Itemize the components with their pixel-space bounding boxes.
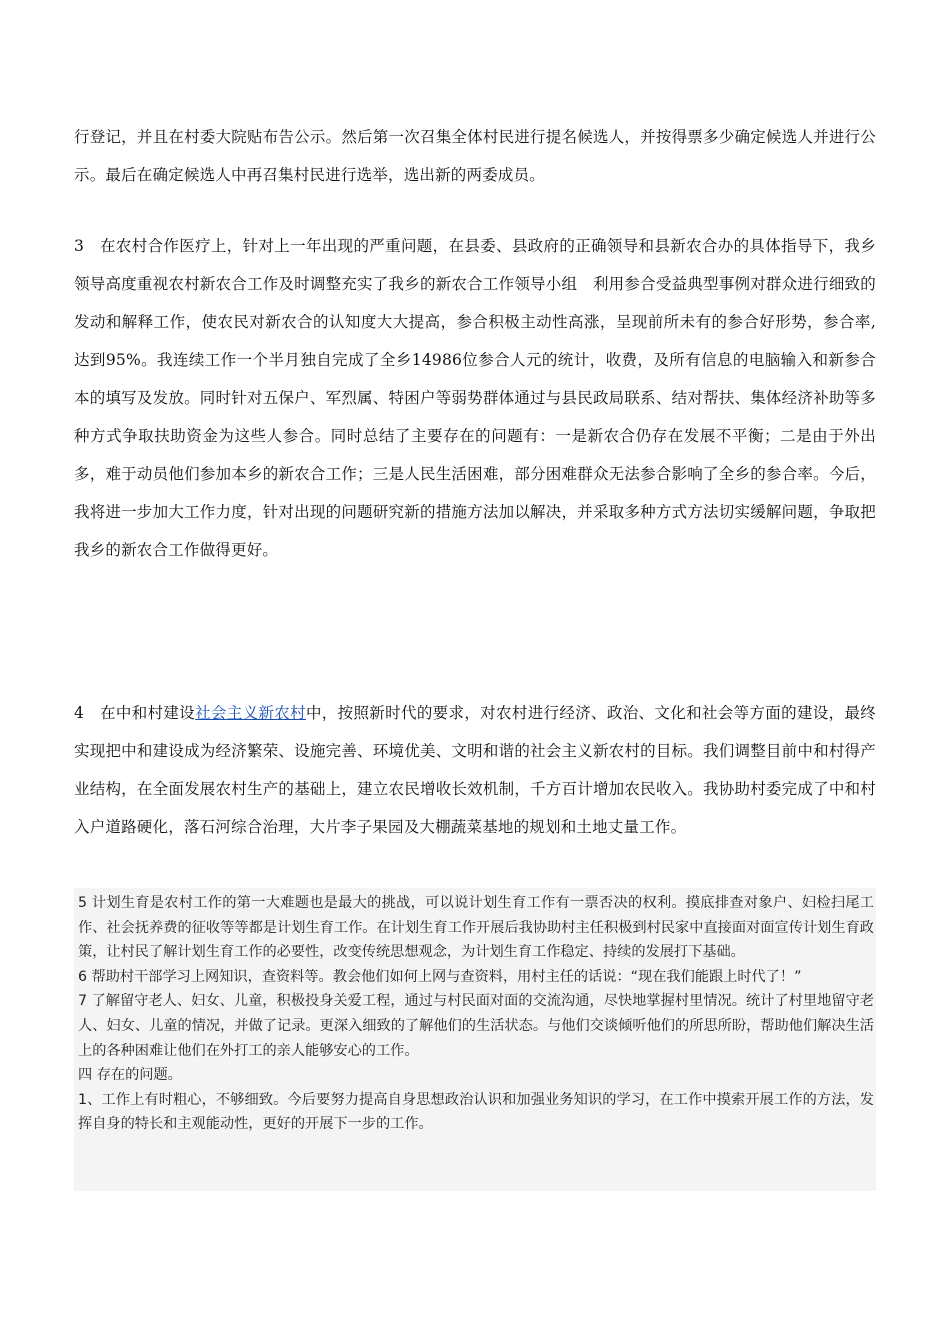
item-problem-1: 1、工作上有时粗心，不够细致。今后要努力提高自身思想政治认识和加强业务知识的学习，在工作中摸索开展工作的方法，发挥自身的特长和主观能动性，更好的开展下一步的工作。 bbox=[78, 1091, 874, 1133]
shaded-text-block bbox=[74, 888, 876, 1191]
item-internet-training: 6 帮助村干部学习上网知识，查资料等。教会他们如何上网与查资料，用村主任的话说：“现在我们能跟上时代了！” bbox=[78, 968, 802, 985]
paragraph-cooperative-medical: 3 在农村合作医疗上，针对上一年出现的严重问题，在县委、县政府的正确领导和县新农合办的具体指导下，我乡领导高度重视农村新农合工作及时调整充实了我乡的新农合工作领导小组 利用参合受益典型事例对群众进行细致的发动和解释工作，使农民对新农合的认知度大大提高，参合积极主动性高涨，呈现前所未有的参合好形势，参合率,达到95%。我连续工作一个半月独自完成了全乡14986位参合人元的统计，收费，及所有信息的电脑输入和新参合本的填写及发放。同时针对五保户、军烈属、特困户等弱势群体通过与县民政局联系、结对帮扶、集体经济补助等多种方式争取扶助资金为这些人参合。同时总结了主要存在的问题有：一是新农合仍存在发展不平衡；二是由于外出多，难于动员他们参加本乡的新农合工作；三是人民生活困难，部分困难群众无法参合影响了全乡的参合率。今后，我将进一步加大工作力度，针对出现的问题研究新的措施方法加以解决，并采取多种方式方法切实缓解问题，争取把我乡的新农合工作做得更好。 bbox=[74, 237, 876, 559]
paragraph-election-process: 行登记，并且在村委大院贴布告公示。然后第一次召集全体村民进行提名候选人，并按得票多少确定候选人并进行公示。最后在确定候选人中再召集村民进行选举，选出新的两委成员。 bbox=[74, 128, 876, 184]
item-left-behind-care: 7 了解留守老人、妇女、儿童，积极投身关爱工程，通过与村民面对面的交流沟通，尽快地掌握村里情况。统计了村里地留守老人、妇女、儿童的情况，并做了记录。更深入细致的了解他们的生活状态。与他们交谈倾听他们的所思所盼，帮助他们解决生活上的各种困难让他们在外打工的亲人能够安心的工作。 bbox=[78, 993, 874, 1059]
new-socialist-countryside-link[interactable]: 社会主义新农村 bbox=[195, 704, 306, 722]
section-heading-problems: 四 存在的问题。 bbox=[78, 1067, 182, 1084]
paragraph-new-countryside-intro: 4 在中和村建设 bbox=[74, 704, 196, 722]
item-family-planning: 5 计划生育是农村工作的第一大难题也是最大的挑战，可以说计划生育工作有一票否决的权利。摸底排查对象户、妇检扫尾工作、社会抚养费的征收等等都是计划生育工作。在计划生育工作开展后我协助村主任积极到村民家中直接面对面宣传计划生育政策，让村民了解计划生育工作的必要性，改变传统思想观念，为计划生育工作稳定、持续的发展打下基础。 bbox=[78, 895, 874, 961]
paragraph-new-countryside bbox=[74, 694, 876, 846]
paragraph-new-countryside-body: 中，按照新时代的要求，对农村进行经济、政治、文化和社会等方面的建设，最终实现把中和建设成为经济繁荣、设施完善、环境优美、文明和谐的社会主义新农村的目标。我们调整目前中和村得产业结构，在全面发展农村生产的基础上，建立农民增收长效机制，千方百计增加农民收入。我协助村委完成了中和村入户道路硬化，落石河综合治理，大片李子果园及大棚蔬菜基地的规划和土地丈量工作。 bbox=[74, 704, 877, 836]
